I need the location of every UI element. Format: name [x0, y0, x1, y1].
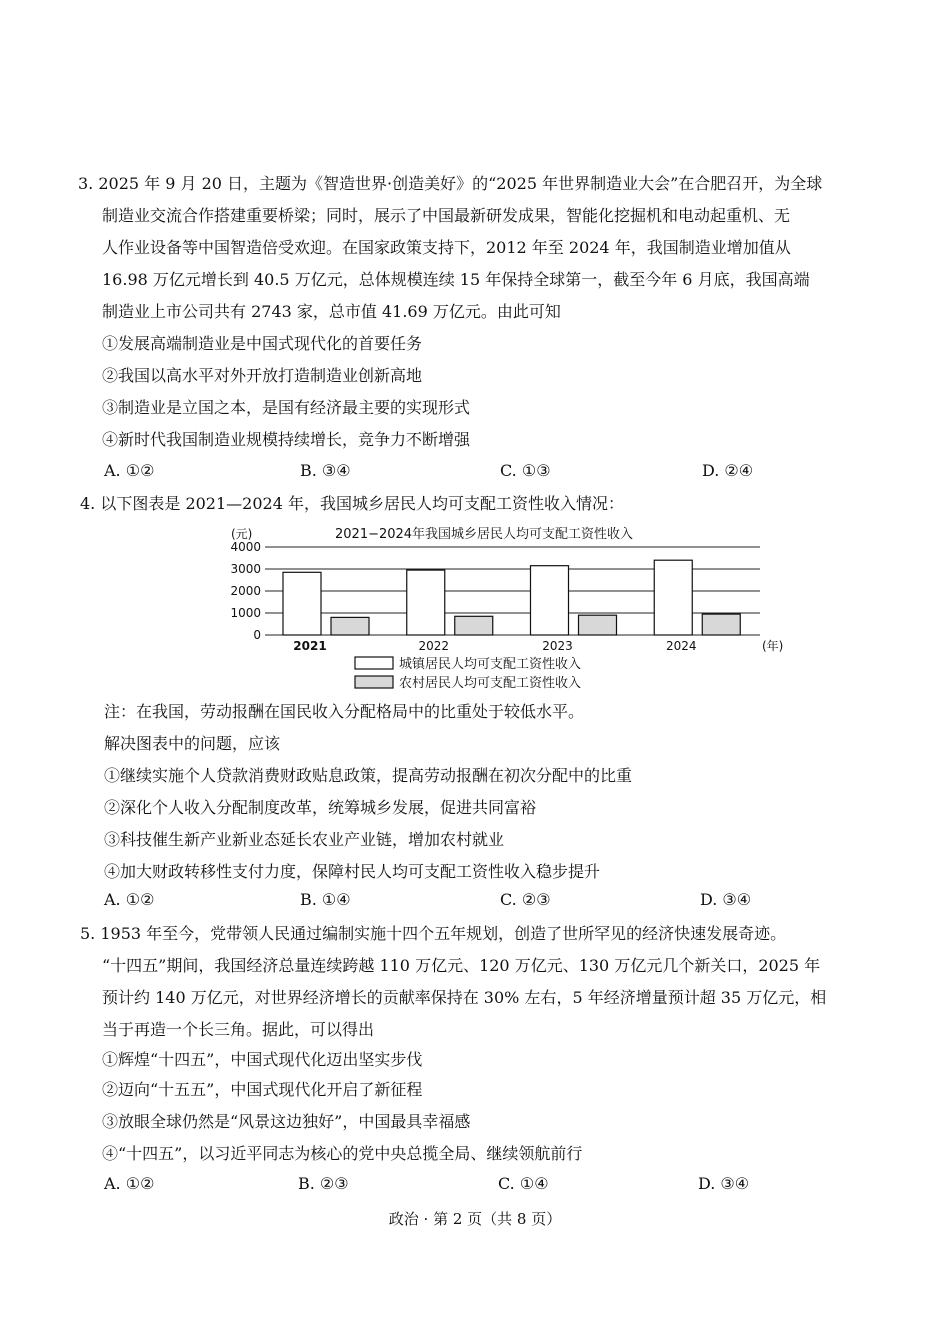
q4-option-c[interactable]: C. ②③ [500, 890, 551, 909]
q3-item-1: ①发展高端制造业是中国式现代化的首要任务 [102, 334, 423, 353]
q4-prompt: 解决图表中的问题，应该 [104, 734, 281, 753]
chart-xlabel: (年) [762, 639, 784, 653]
q3-line-4: 16.98 万亿元增长到 40.5 万亿元，总体规模连续 15 年保持全球第一，截至今年 6 月底，我国高端 [102, 270, 810, 289]
chart-title: 2021−2024年我国城乡居民人均可支配工资性收入 [335, 527, 634, 542]
chart-legend-label: 农村居民人均可支配工资性收入 [399, 676, 582, 691]
q4-item-1: ①继续实施个人贷款消费财政贴息政策，提高劳动报酬在初次分配中的比重 [104, 766, 633, 785]
q5-option-a[interactable]: A. ①② [104, 1174, 155, 1193]
chart-legend-swatch [355, 676, 393, 688]
q5-line-2: “十四五”期间，我国经济总量连续跨越 110 万亿元、120 万亿元、130 万亿元几个新关口，2025 年 [102, 956, 821, 975]
q5-item-4: ④“十四五”，以习近平同志为核心的党中央总揽全局、继续领航前行 [102, 1144, 583, 1163]
q3-line-2: 制造业交流合作搭建重要桥梁；同时，展示了中国最新研发成果，智能化挖掘机和电动起重机、无 [102, 206, 791, 225]
q4-option-d[interactable]: D. ③④ [700, 890, 752, 909]
q4-option-a[interactable]: A. ①② [104, 890, 155, 909]
chart-xtick: 2022 [418, 639, 450, 653]
q5-line-4: 当于再造一个长三角。据此，可以得出 [102, 1020, 375, 1039]
q3-item-3: ③制造业是立国之本，是国有经济最主要的实现形式 [102, 398, 471, 417]
chart-ylabel: (元) [231, 527, 253, 541]
chart-xtick: 2021 [293, 639, 327, 653]
chart-xtick: 2023 [542, 639, 573, 653]
income-bar-chart [215, 518, 795, 693]
q5-item-2: ②迈向“十五五”，中国式现代化开启了新征程 [102, 1080, 423, 1099]
q5-line-1: 5. 1953 年至今，党带领人民通过编制实施十四个五年规划，创造了世所罕见的经济快速发展奇迹。 [80, 924, 787, 943]
page-footer: 政治 · 第 2 页（共 8 页） [388, 1210, 562, 1228]
q4-option-b[interactable]: B. ①④ [300, 890, 351, 909]
chart-ytick: 2000 [230, 584, 261, 598]
q4-stem: 4. 以下图表是 2021—2024 年，我国城乡居民人均可支配工资性收入情况： [80, 494, 624, 513]
chart-ytick: 3000 [230, 562, 261, 576]
chart-bar [702, 614, 740, 635]
chart-bar [531, 566, 569, 635]
q5-option-b[interactable]: B. ②③ [298, 1174, 349, 1193]
q4-item-4: ④加大财政转移性支付力度，保障村民人均可支配工资性收入稳步提升 [104, 862, 601, 881]
q4-item-3: ③科技催生新产业新业态延长农业产业链，增加农村就业 [104, 830, 505, 849]
q3-option-d[interactable]: D. ②④ [702, 461, 754, 480]
q5-item-1: ①辉煌“十四五”，中国式现代化迈出坚实步伐 [102, 1050, 423, 1069]
q5-line-3: 预计约 140 万亿元，对世界经济增长的贡献率保持在 30% 左右，5 年经济增量预计超 35 万亿元，相 [102, 988, 827, 1007]
q3-item-2: ②我国以高水平对外开放打造制造业创新高地 [102, 366, 423, 385]
chart-bar [407, 570, 445, 635]
q4-note: 注：在我国，劳动报酬在国民收入分配格局中的比重处于较低水平。 [104, 702, 585, 721]
q4-item-2: ②深化个人收入分配制度改革，统筹城乡发展，促进共同富裕 [104, 798, 537, 817]
q3-option-a[interactable]: A. ①② [104, 461, 155, 480]
chart-legend-label: 城镇居民人均可支配工资性收入 [399, 657, 582, 672]
q3-line-1: 3. 2025 年 9 月 20 日，主题为《智造世界·创造美好》的“2025 年世界制造业大会”在合肥召开，为全球 [78, 174, 823, 193]
chart-ytick: 1000 [230, 606, 261, 620]
chart-ytick: 4000 [230, 540, 261, 554]
q3-option-b[interactable]: B. ③④ [300, 461, 351, 480]
chart-bar [331, 617, 369, 635]
chart-ytick: 0 [253, 628, 261, 642]
chart-bar [579, 615, 617, 635]
q3-line-5: 制造业上市公司共有 2743 家，总市值 41.69 万亿元。由此可知 [102, 302, 561, 321]
chart-bar [455, 616, 493, 635]
chart-xtick: 2024 [665, 639, 697, 653]
chart-legend-swatch [355, 657, 393, 669]
q3-item-4: ④新时代我国制造业规模持续增长，竞争力不断增强 [102, 430, 471, 449]
chart-bar [283, 572, 321, 635]
q5-option-c[interactable]: C. ①④ [498, 1174, 549, 1193]
q3-line-3: 人作业设备等中国智造倍受欢迎。在国家政策支持下，2012 年至 2024 年，我国制造业增加值从 [102, 238, 791, 257]
chart-bar [654, 560, 692, 635]
q5-item-3: ③放眼全球仍然是“风景这边独好”，中国最具幸福感 [102, 1112, 471, 1131]
q3-option-c[interactable]: C. ①③ [500, 461, 551, 480]
q5-option-d[interactable]: D. ③④ [698, 1174, 750, 1193]
